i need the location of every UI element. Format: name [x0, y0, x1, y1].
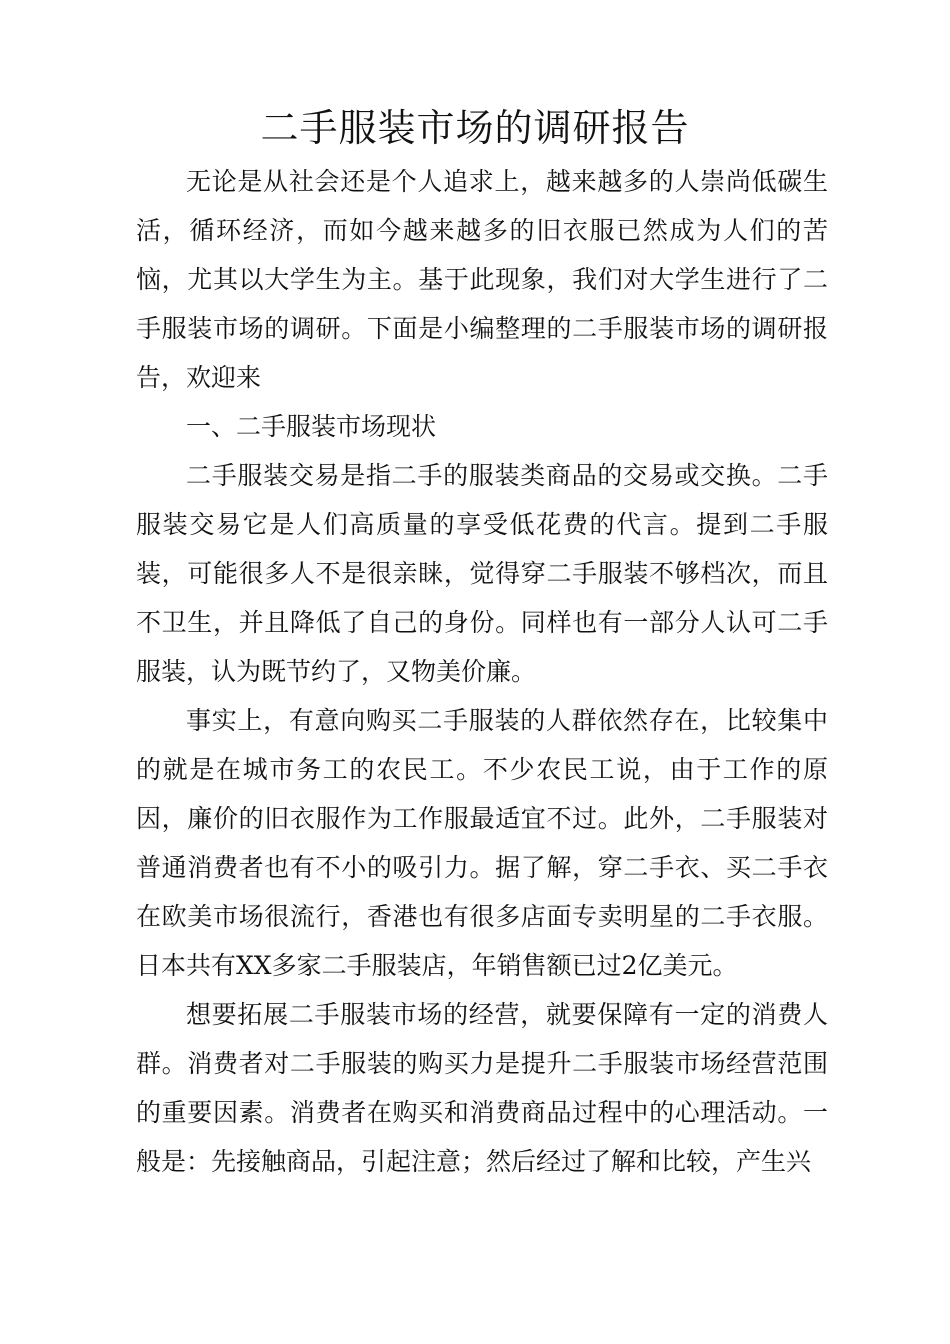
- document-body: [136, 157, 828, 1186]
- paragraph-definition: 二手服装交易是指二手的服装类商品的交易或交换。二手服装交易它是人们高质量的享受低花费的代言。提到二手服装，可能很多人不是很亲睐，觉得穿二手服装不够档次，而且不卫生，并且降低了自己的身份。同样也有一部分人认可二手服装，认为既节约了，又物美价廉。: [136, 461, 828, 686]
- section-heading-1: 一、二手服装市场现状: [186, 412, 437, 441]
- paragraph-consumers: 想要拓展二手服装市场的经营，就要保障有一定的消费人群。消费者对二手服装的购买力是提升二手服装市场经营范围的重要因素。消费者在购买和消费商品过程中的心理活动。一般是：先接触商品，引起注意；然后经过了解和比较，产生兴: [136, 1000, 828, 1176]
- paragraph-market-fact: 事实上，有意向购买二手服装的人群依然存在，比较集中的就是在城市务工的农民工。不少农民工说，由于工作的原因，廉价的旧衣服作为工作服最适宜不过。此外，二手服装对普通消费者也有不小的吸引力。据了解，穿二手衣、买二手衣在欧美市场很流行，香港也有很多店面专卖明星的二手衣服。日本共有XX多家二手服装店，年销售额已过2亿美元。: [136, 706, 828, 980]
- document-title: 二手服装市场的调研报告: [260, 106, 690, 150]
- paragraph-intro: 无论是从社会还是个人追求上，越来越多的人崇尚低碳生活，循环经济，而如今越来越多的旧衣服已然成为人们的苦恼，尤其以大学生为主。基于此现象，我们对大学生进行了二手服装市场的调研。下面是小编整理的二手服装市场的调研报告，欢迎来: [136, 167, 828, 392]
